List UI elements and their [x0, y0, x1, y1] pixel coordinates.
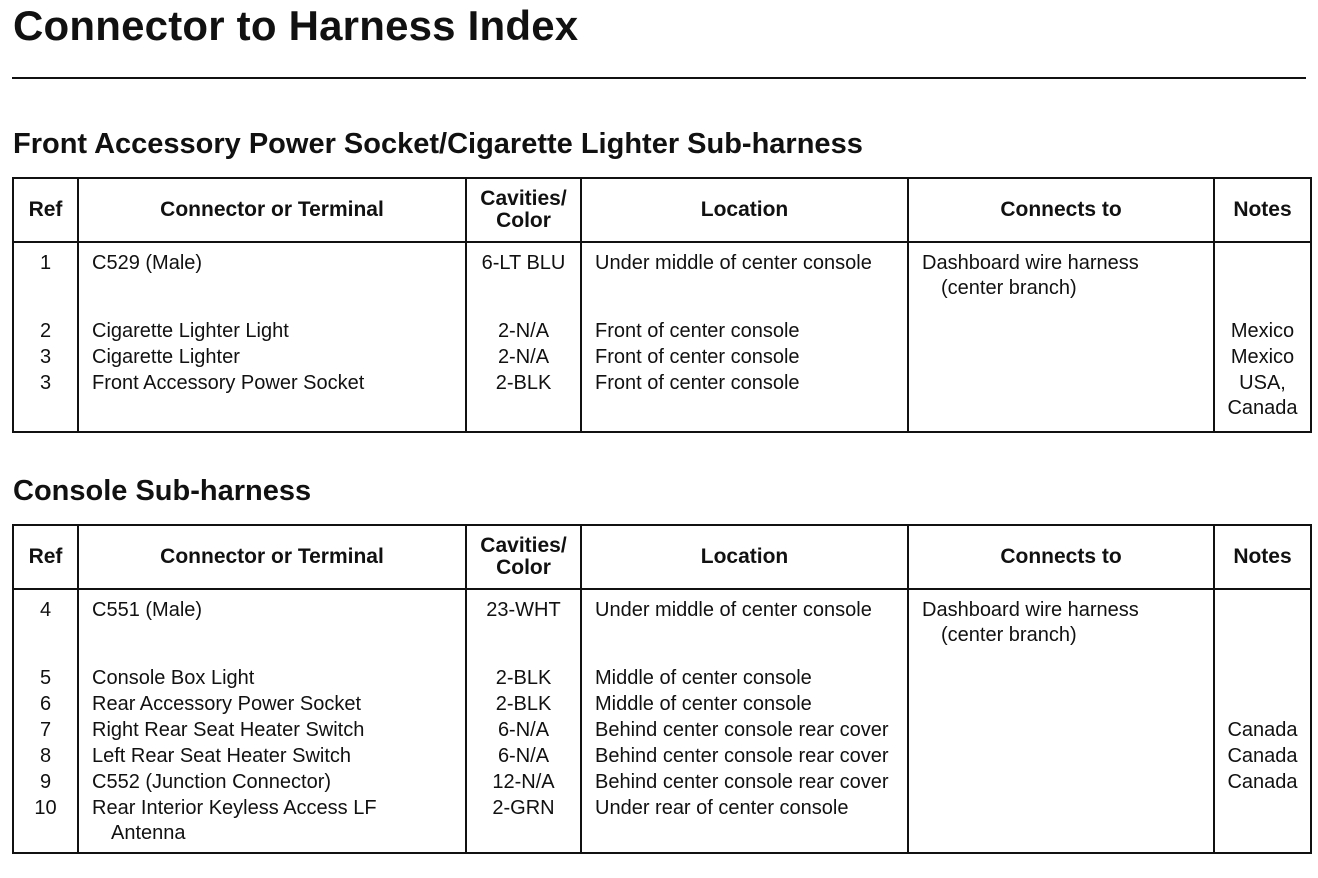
table-row: 5 Console Box Light 2-BLK Middle of center console [13, 666, 1311, 692]
header-location: Location [581, 525, 908, 589]
table-row: 9 C552 (Junction Connector) 12-N/A Behind center console rear cover Canada [13, 770, 1311, 796]
header-cavities: Cavities/ Color [466, 525, 581, 589]
header-location: Location [581, 178, 908, 242]
header-connector: Connector or Terminal [78, 525, 466, 589]
table-row: 7 Right Rear Seat Heater Switch 6-N/A Behind center console rear cover Canada [13, 718, 1311, 744]
table-header-row [13, 525, 1311, 589]
front-accessory-table [12, 177, 1312, 433]
section-title-console: Console Sub-harness [13, 475, 312, 507]
console-table [12, 524, 1312, 854]
table-row: 10 Rear Interior Keyless Access LF Antenna 2-GRN Under rear of center console [13, 796, 1311, 846]
header-connects-to: Connects to [908, 178, 1214, 242]
header-notes: Notes [1214, 178, 1311, 242]
table-row-padding [13, 421, 1311, 432]
section-title-front-accessory: Front Accessory Power Socket/Cigarette Lighter Sub-harness [13, 128, 863, 160]
header-ref: Ref [13, 178, 78, 242]
page-title: Connector to Harness Index [13, 2, 579, 49]
table-row-padding [13, 846, 1311, 853]
header-connects-to: Connects to [908, 525, 1214, 589]
header-ref: Ref [13, 525, 78, 589]
table-header-row [13, 178, 1311, 242]
table-row: 2 Cigarette Lighter Light 2-N/A Front of center console Mexico [13, 319, 1311, 345]
table-row: 1 C529 (Male) 6-LT BLU Under middle of center console Dashboard wire harness (center branch) [13, 242, 1311, 319]
table-row: 3 Cigarette Lighter 2-N/A Front of center console Mexico [13, 345, 1311, 371]
title-divider [12, 77, 1306, 79]
header-notes: Notes [1214, 525, 1311, 589]
table-row: 4 C551 (Male) 23-WHT Under middle of center console Dashboard wire harness (center branch) [13, 589, 1311, 666]
table-row: 6 Rear Accessory Power Socket 2-BLK Middle of center console [13, 692, 1311, 718]
table-row: 3 Front Accessory Power Socket 2-BLK Front of center console USA, Canada [13, 371, 1311, 421]
header-cavities: Cavities/ Color [466, 178, 581, 242]
table-row: 8 Left Rear Seat Heater Switch 6-N/A Behind center console rear cover Canada [13, 744, 1311, 770]
header-connector: Connector or Terminal [78, 178, 466, 242]
